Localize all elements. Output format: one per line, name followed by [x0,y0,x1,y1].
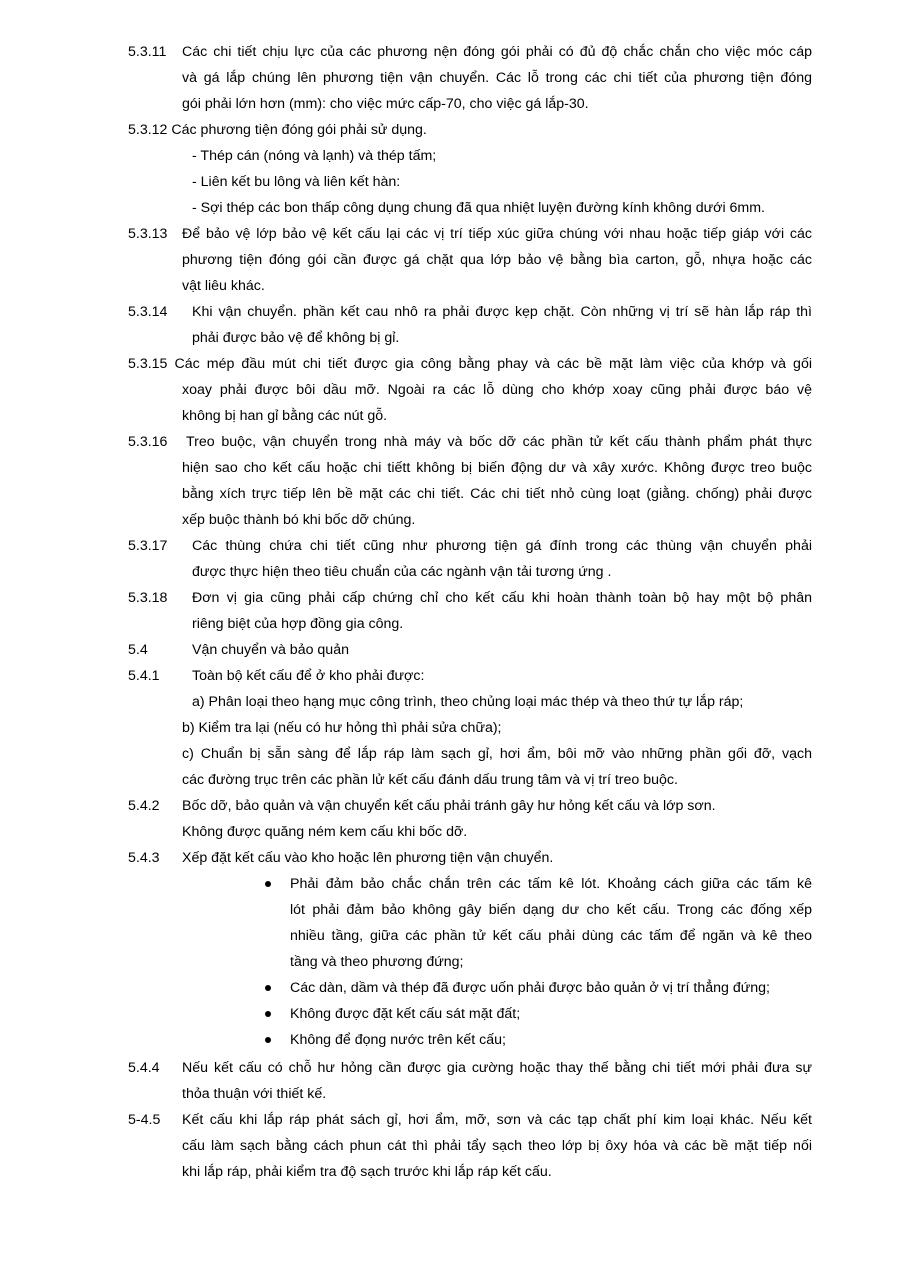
section-number: 5.4 [128,642,148,658]
section-number: 5.3.13 [128,226,168,242]
bullet-line: lót phải đảm bảo không gây biến dạng dư cho kết cấu. Trong các đống xếp [290,902,812,918]
paragraph-line: riêng biệt của hợp đồng gia công. [192,616,404,632]
paragraph-line: Toàn bộ kết cấu để ở kho phải được: [192,668,425,684]
section-number: 5.3.16 [128,434,168,450]
list-item: c) Chuẩn bị sẵn sàng để lắp ráp làm sạch gỉ, hơi ẩm, bôi mỡ vào những phần gối đỡ, vạch [182,746,812,762]
section-heading: 5.3.12 Các phương tiện đóng gói phải sử dụng. [128,122,427,138]
paragraph-line: vật liêu khác. [182,278,265,294]
section-number: 5.3.11 [128,44,167,60]
paragraph-line: phương tiện đóng gói cần được gá chặt qua lớp bảo vệ bằng bìa carton, gỗ, nhựa hoặc các [182,252,812,268]
paragraph-line: Các chi tiết chịu lực của các phương nện đóng gói phải có đủ độ chắc chắn cho việc móc cáp [182,44,812,60]
section-number: 5.3.17 [128,538,168,554]
paragraph-line: hiện sao cho kết cấu hoặc chi tiếtt không bị biến động dư và xây xước. Không được treo buộc [182,460,812,476]
list-item: - Liên kết bu lông và liên kết hàn: [192,174,401,190]
bullet-icon [265,1037,271,1043]
section-number: 5-4.5 [128,1112,161,1128]
paragraph-line: Các thùng chứa chi tiết cũng như phương tiện gá đính trong các thùng vận chuyển phải [192,538,812,554]
list-item: - Sợi thép các bon thấp công dụng chung đã qua nhiệt luyện đường kính không dưới 6mm. [192,200,766,216]
bullet-icon [265,985,271,991]
list-item: a) Phân loại theo hạng mục công trình, theo chủng loại mác thép và theo thứ tự lắp ráp; [192,694,744,710]
paragraph-line: Treo buộc, vận chuyển trong nhà máy và bốc dỡ các phần tử kết cấu thành phẩm phát thực [186,434,812,450]
paragraph-line: gói phải lớn hơn (mm): cho việc mức cấp-70, cho việc gá lắp-30. [182,96,589,112]
bullet-line: nhiều tầng, giữa các phần tử kết cấu phải dùng các tấm để ngăn và kê theo [290,928,812,944]
list-item: các đường trục trên các phần lử kết cấu đánh dấu trung tâm và vị trí treo buộc. [182,772,678,788]
bullet-icon [265,1011,271,1017]
bullet-line: Không để đọng nước trên kết cấu; [290,1032,506,1048]
section-number: 5.4.4 [128,1060,160,1076]
bullet-line: Không được đặt kết cấu sát mặt đất; [290,1006,521,1022]
bullet-icon [265,881,271,887]
paragraph-line: và gá lắp chúng lên phương tiện vận chuyển. Các lỗ trong các chi tiết của phương tiện đóng [182,70,812,86]
paragraph-line: cấu làm sạch bằng cách phun cát thì phải tẩy sạch theo lớp bị ôxy hóa và các bề mặt tiếp nối [182,1138,812,1154]
bullet-line: Các dàn, dầm và thép đã được uốn phải được bảo quản ở vị trí thẳng đứng; [290,980,770,996]
paragraph-line: thỏa thuận với thiết kế. [182,1086,327,1102]
paragraph-line: Nếu kết cấu có chỗ hư hỏng cần được gia cường hoặc thay thế bằng chi tiết mới phải đưa sự [182,1060,812,1076]
paragraph-line: được thực hiện theo tiêu chuẩn của các ngành vận tải tương ứng . [192,564,612,580]
paragraph-line: xoay phải được bôi dầu mỡ. Ngoài ra các lỗ dùng cho khớp xoay cũng phải được báo vệ [182,382,812,398]
list-item: - Thép cán (nóng và lạnh) và thép tấm; [192,148,437,164]
paragraph-line: Khi vận chuyển. phần kết cau nhô ra phải được kẹp chặt. Còn những vị trí sẽ hàn lắp ráp thì [192,304,812,320]
paragraph-line: phải được bảo vệ để không bị gỉ. [192,330,400,346]
list-item: b) Kiểm tra lại (nếu có hư hỏng thì phải sửa chữa); [182,720,502,736]
paragraph-line: Để bảo vệ lớp bảo vệ kết cấu lại các vị trí tiếp xúc giữa chúng với nhau hoặc tiếp giáp với các [182,226,812,242]
paragraph-line: Đơn vị gia cũng phải cấp chứng chỉ cho kết cấu khi hoàn thành toàn bộ hay một bộ phân [192,590,812,606]
section-number: 5.4.3 [128,850,160,866]
section-number: 5.4.2 [128,798,160,814]
paragraph-line: khi lắp ráp, phải kiểm tra độ sạch trước khi lắp ráp kết cấu. [182,1164,552,1180]
section-number: 5.3.14 [128,304,168,320]
paragraph-line: bằng xích trực tiếp lên bề mặt các chi tiết. Các chi tiết nhỏ cùng loạt (giằng. chống) phải được [182,486,812,502]
paragraph-line: không bị han gỉ bằng các nút gỗ. [182,408,388,424]
paragraph-line: Xếp đặt kết cấu vào kho hoặc lên phương tiện vận chuyển. [182,850,554,866]
bullet-line: Phải đảm bảo chắc chắn trên các tấm kê lót. Khoảng cách giữa các tấm kê [290,876,812,892]
paragraph-line: xếp buộc thành bó khi bốc dỡ chúng. [182,512,416,528]
section-number: 5.4.1 [128,668,160,684]
paragraph-line: Kết cấu khi lắp ráp phát sách gỉ, hơi ẩm, mỡ, sơn và các tạp chất phí kim loại khác. Nếu kết [182,1112,812,1128]
section-number: 5.3.18 [128,590,168,606]
section-title: Vận chuyển và bảo quản [192,642,349,658]
paragraph-line: Bốc dỡ, bảo quản và vận chuyển kết cấu phải tránh gây hư hỏng kết cấu và lớp sơn. [182,798,716,814]
paragraph-line: Không được quăng ném kem cấu khi bốc dỡ. [182,824,468,840]
paragraph-line: 5.3.15 Các mép đầu mút chi tiết được gia công bằng phay và các bề mặt làm việc của khớp và gối [128,356,812,372]
bullet-line: tầng và theo phương đứng; [290,954,464,970]
